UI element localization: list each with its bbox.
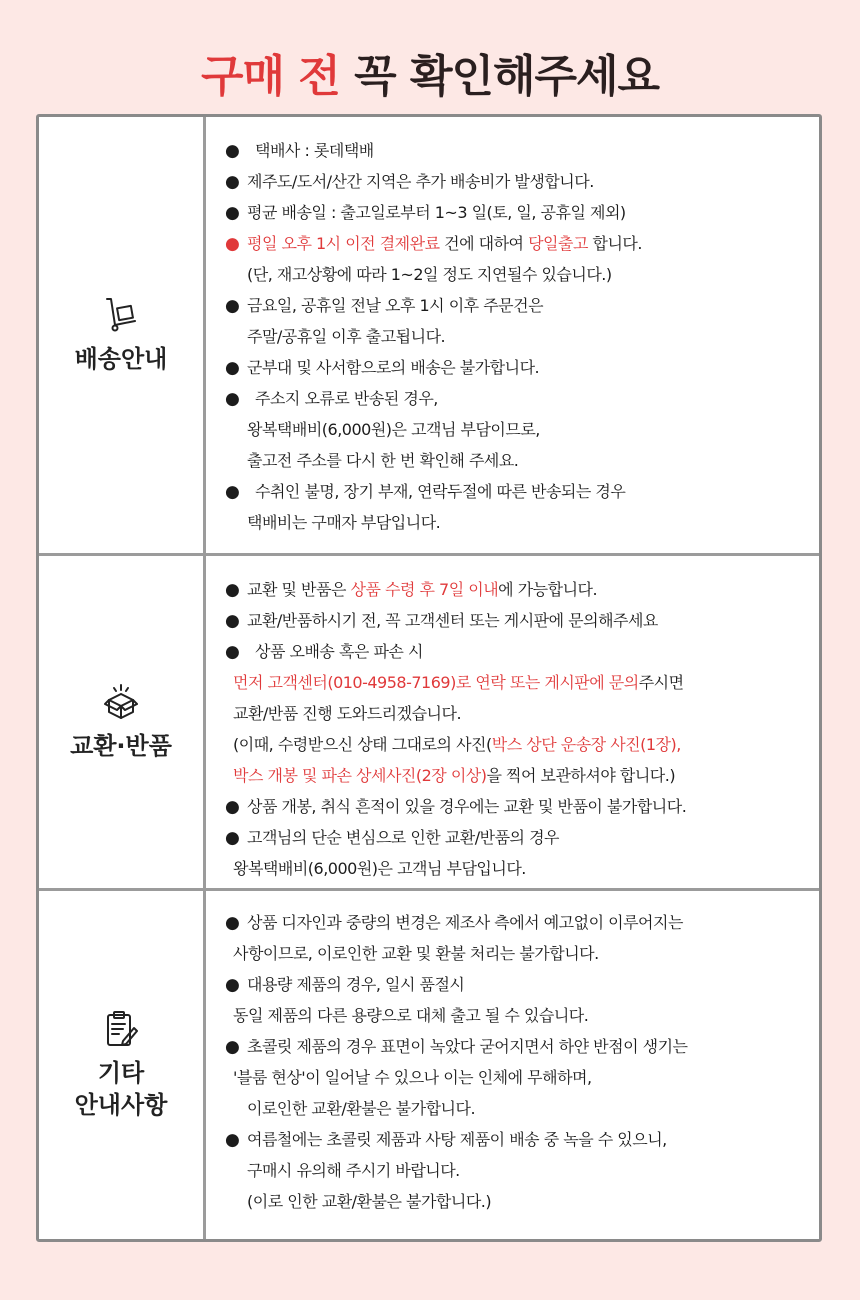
list-item-cont: (이로 인한 교환/환불은 불가합니다.) [247, 1192, 492, 1211]
other-content [225, 907, 815, 1217]
list-item-cont: 박스 개봉 및 파손 상세사진(2장 이상)을 찍어 보관하셔야 합니다.) [233, 766, 676, 785]
list-item: ● 주소지 오류로 반송된 경우, [225, 389, 438, 409]
list-item: ● 평일 오후 1시 이전 결제완료 건에 대하여 당일출고 합니다. [225, 234, 642, 254]
open-box-icon [101, 682, 141, 722]
shipping-label: 배송안내 [74, 345, 168, 373]
list-item-cont: 주말/공휴일 이후 출고됩니다. [247, 327, 446, 346]
exchange-label: 교환·반품 [70, 732, 172, 760]
other-label: 기타 안내사항 [74, 1059, 168, 1119]
list-item: ● 평균 배송일 : 출고일로부터 1~3 일(토, 일, 공휴일 제외) [225, 203, 626, 223]
shipping-content [225, 135, 815, 538]
list-item: ● 상품 개봉, 취식 흔적이 있을 경우에는 교환 및 반품이 불가합니다. [225, 797, 687, 817]
list-item: ● 제주도/도서/산간 지역은 추가 배송비가 발생합니다. [225, 172, 594, 192]
list-item-cont: 동일 제품의 다른 용량으로 대체 출고 될 수 있습니다. [233, 1006, 589, 1025]
list-item-cont: 출고전 주소를 다시 한 번 확인해 주세요. [247, 451, 519, 470]
shipping-label-cell [39, 117, 203, 553]
dolly-icon [101, 295, 141, 335]
list-item: ● 교환/반품하시기 전, 꼭 고객센터 또는 게시판에 문의해주세요 [225, 611, 658, 631]
list-item-cont: '블룸 현상'이 일어날 수 있으나 이는 인체에 무해하며, [233, 1068, 592, 1087]
clipboard-pen-icon [101, 1009, 141, 1049]
list-item-note: (단, 재고상황에 따라 1~2일 정도 지연될수 있습니다.) [247, 265, 612, 284]
list-item-cont: 먼저 고객센터(010-4958-7169)로 연락 또는 게시판에 문의주시면 [233, 673, 684, 692]
list-item: ● 고객님의 단순 변심으로 인한 교환/반품의 경우 [225, 828, 559, 848]
list-item: ● 금요일, 공휴일 전날 오후 1시 이후 주문건은 [225, 296, 544, 316]
list-item-cont: 택배비는 구매자 부담입니다. [247, 513, 441, 532]
exchange-section [39, 556, 819, 888]
other-section [39, 891, 819, 1239]
list-item: ● 상품 오배송 혹은 파손 시 [225, 642, 423, 662]
list-item-cont: 사항이므로, 이로인한 교환 및 환불 처리는 불가합니다. [233, 944, 599, 963]
exchange-content [225, 574, 815, 884]
list-item: ● 택배사 : 롯데택배 [225, 141, 374, 161]
list-item: ● 여름철에는 초콜릿 제품과 사탕 제품이 배송 중 녹을 수 있으니, [225, 1130, 667, 1150]
list-item: ● 수취인 불명, 장기 부재, 연락두절에 따른 반송되는 경우 [225, 482, 626, 502]
list-item-cont: (이때, 수령받으신 상태 그대로의 사진(박스 상단 운송장 사진(1장), [233, 735, 681, 754]
notice-table [36, 114, 822, 1242]
other-label-cell [39, 891, 203, 1239]
list-item: ● 교환 및 반품은 상품 수령 후 7일 이내에 가능합니다. [225, 580, 598, 600]
list-item-cont: 교환/반품 진행 도와드리겠습니다. [233, 704, 462, 723]
page-title [0, 40, 860, 104]
list-item: ● 초콜릿 제품의 경우 표면이 녹았다 굳어지면서 하얀 반점이 생기는 [225, 1037, 688, 1057]
list-item: ● 군부대 및 사서함으로의 배송은 불가합니다. [225, 358, 540, 378]
list-item: ● 대용량 제품의 경우, 일시 품절시 [225, 975, 465, 995]
exchange-label-cell [39, 556, 203, 888]
list-item-cont: 구매시 유의해 주시기 바랍니다. [247, 1161, 460, 1180]
title-highlight: 구매 전 [200, 51, 340, 102]
shipping-section [39, 117, 819, 553]
list-item: ● 상품 디자인과 중량의 변경은 제조사 측에서 예고없이 이루어지는 [225, 913, 683, 933]
list-item-cont: 왕복택배비(6,000원)은 고객님 부담이므로, [247, 420, 540, 439]
list-item-cont: 왕복택배비(6,000원)은 고객님 부담입니다. [233, 859, 526, 878]
title-main: 꼭 확인해주세요 [354, 51, 660, 102]
list-item-cont: 이로인한 교환/환불은 불가합니다. [247, 1099, 476, 1118]
